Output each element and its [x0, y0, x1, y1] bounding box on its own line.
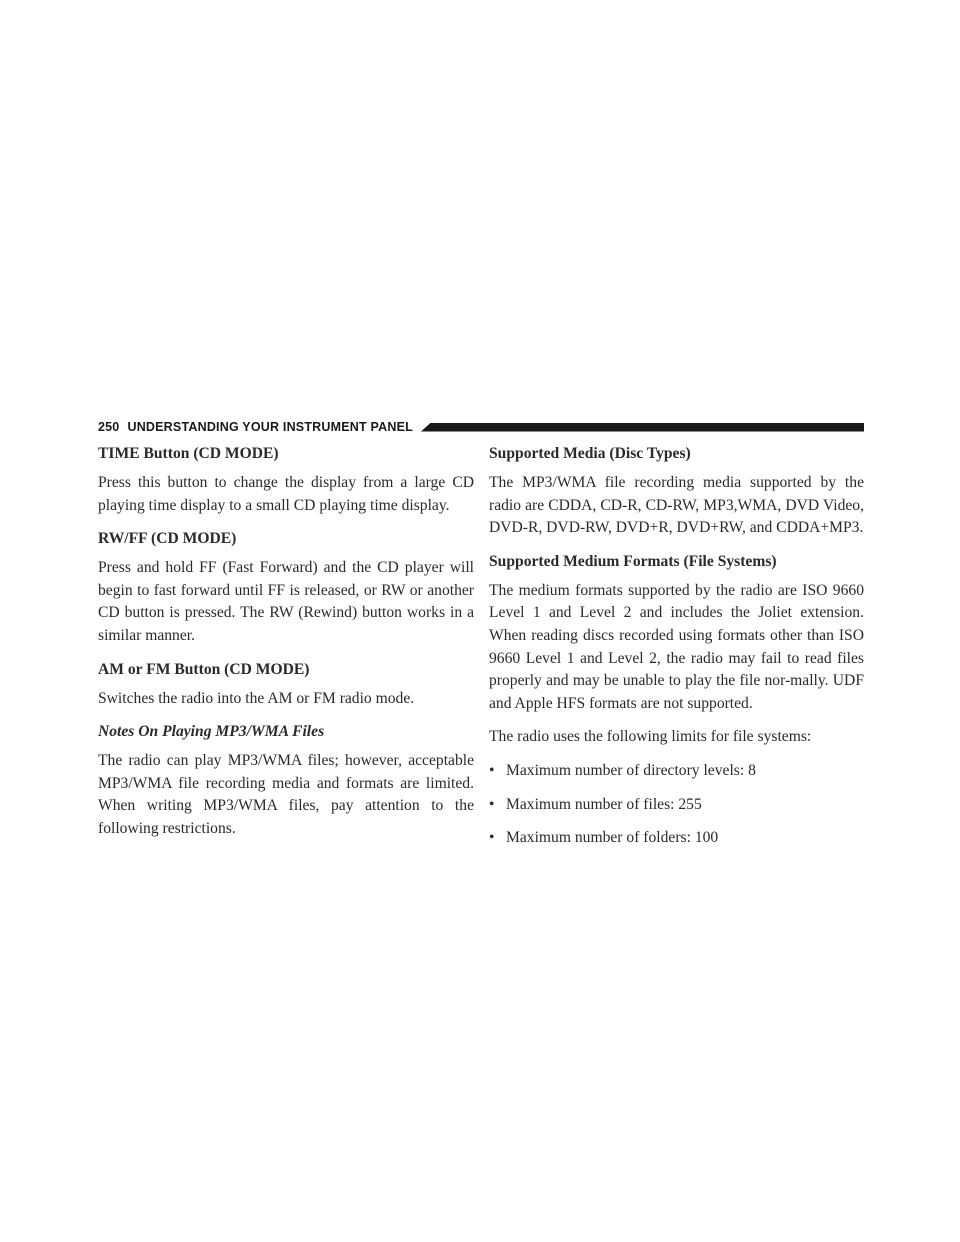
paragraph-limits-intro: The radio uses the following limits for file systems: — [489, 728, 812, 746]
list-item-text: Maximum number of directory levels: 8 — [506, 761, 756, 779]
heading-notes: Notes On Playing MP3/WMA Files — [98, 723, 325, 741]
limits-list — [489, 760, 864, 850]
heading-supported-media: Supported Media (Disc Types) — [489, 445, 691, 462]
header-rule — [421, 423, 864, 432]
section-title: UNDERSTANDING YOUR INSTRUMENT PANEL — [127, 420, 413, 434]
paragraph-time-button: Press this button to change the display from a large CD playing time display to a small CD playing time display. — [98, 474, 474, 514]
running-header — [98, 417, 864, 437]
bullet-icon: • — [489, 795, 495, 813]
paragraph-notes: The radio can play MP3/WMA files; however, acceptable MP3/WMA file recording media and formats are limited. When writing MP3/WMA files, pay attention to the following restrictions. — [98, 752, 474, 837]
left-column — [98, 443, 474, 852]
paragraph-supported-media: The MP3/WMA file recording media supported by the radio are CDDA, CD-R, CD-RW, MP3,WMA, DVD Video, DVD-R, DVD-RW, DVD+R, DVD+RW, and CDDA+MP3. — [489, 474, 864, 537]
heading-time-button: TIME Button (CD MODE) — [98, 445, 279, 462]
list-item — [489, 827, 864, 850]
list-item — [489, 760, 864, 783]
list-item-text: Maximum number of folders: 100 — [506, 829, 719, 847]
right-column — [489, 443, 864, 861]
paragraph-supported-formats: The medium formats supported by the radio are ISO 9660 Level 1 and Level 2 and includes the Joliet extension. When reading discs recorded using formats other than ISO 9660 Level 1 and Level 2, the radio may fail to read files properly and may be unable to play the file nor-mally. UDF and Apple HFS formats are not supported. — [489, 581, 864, 712]
bullet-icon: • — [489, 829, 495, 847]
bullet-icon: • — [489, 761, 495, 779]
page-number: 250 — [98, 420, 120, 434]
list-item — [489, 794, 864, 817]
paragraph-am-fm: Switches the radio into the AM or FM radio mode. — [98, 689, 415, 707]
paragraph-rw-ff: Press and hold FF (Fast Forward) and the CD player will begin to fast forward until FF is released, or RW or another CD button is pressed. The RW (Rewind) button works in a similar manner. — [98, 559, 474, 644]
heading-rw-ff: RW/FF (CD MODE) — [98, 530, 237, 548]
list-item-text: Maximum number of files: 255 — [506, 795, 702, 813]
heading-supported-formats: Supported Medium Formats (File Systems) — [489, 552, 777, 570]
heading-am-fm: AM or FM Button (CD MODE) — [98, 660, 310, 678]
